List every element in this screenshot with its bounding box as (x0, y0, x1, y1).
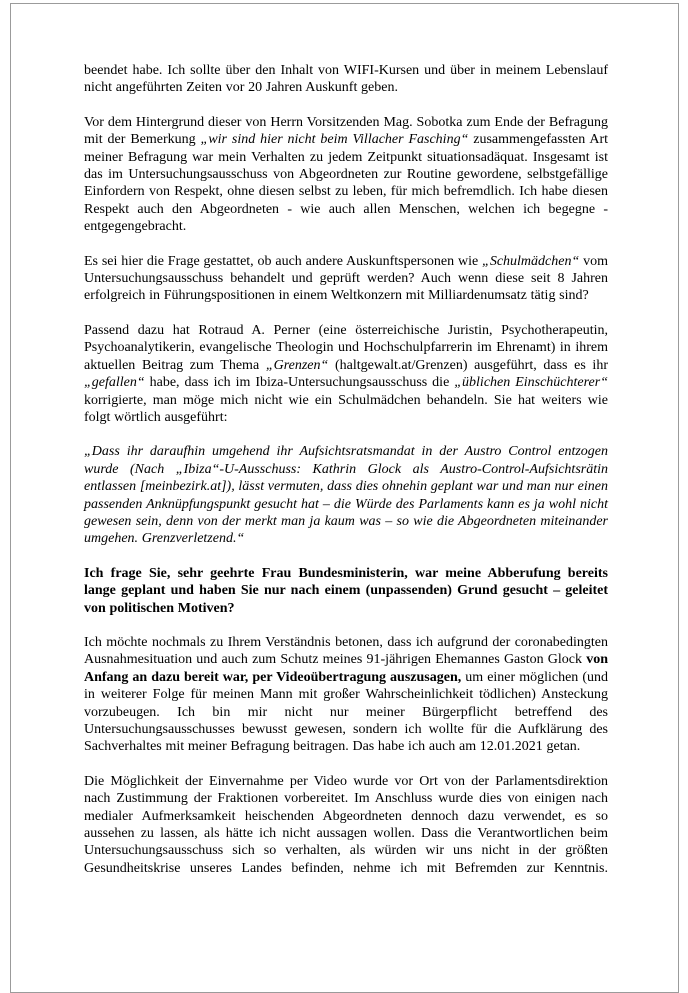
paragraph-3 (84, 253, 608, 305)
text-run: beendet habe. Ich sollte über den Inhalt von WIFI-Kursen und über in meinem Lebenslauf nicht angeführten Zeiten vor 20 Jahren Auskunft geben. (84, 63, 608, 96)
text-run: habe, dass ich im Ibiza-Untersuchungsausschuss die (144, 375, 455, 391)
document-content (84, 62, 608, 877)
text-run: Ich möchte nochmals zu Ihrem Verständnis betonen, dass ich aufgrund der coronabedingten Ausnahmesituation und auch zum Schutz meines 91-jährigen Ehemannes Gaston Glock (84, 634, 608, 668)
text-run: „Schulmädchen“ (482, 253, 580, 269)
paragraph-1 (84, 62, 608, 97)
text-run: Die Möglichkeit der Einvernahme per Video wurde vor Ort von der Parlamentsdirektion nach Zustimmung der Fraktionen vorbereitet. Im Anschluss wurde dies von einigen nach medialer Aufmerksamkeit heischenden Abgeordneten dennoch dazu verwendet, es so aussehen zu lassen, als hätte ich nicht aussagen wollen. Dass die Verantwortlichen beim Untersuchungsausschuss sich so verhalten, als würden wir uns nicht in der größten Gesundheitskrise unseres Landes befinden, nehme ich mit Befremden zur Kenntnis. (84, 773, 608, 876)
paragraph-6 (84, 565, 608, 617)
paragraph-8 (84, 773, 608, 877)
text-run: „Grenzen“ (265, 357, 329, 373)
text-run: um einer möglichen (und in weiterer Folge für meinen Mann mit großer Wahrscheinlichkeit tödlichen) Ansteckung vorzubeugen. Ich bin mir nicht nur meiner Bürgerpflicht betreffend des Untersuchungsausschusses bewusst gewesen, sondern ich wollte für die Aufklärung des Sachverhaltes mit meiner Befragung beitragen. Das habe ich auch am 12.01.2021 getan. (84, 669, 608, 755)
text-run: von Anfang an dazu bereit war, per Videoübertragung auszusagen, (84, 652, 608, 685)
text-run: korrigierte, man möge mich nicht wie ein Schulmädchen behandeln. Sie hat weiters wie folgt wörtlich ausgeführt: (84, 392, 608, 425)
text-run: Vor dem Hintergrund dieser von Herrn Vorsitzenden Mag. Sobotka zum Ende der Befragung mit der Bemerkung (84, 114, 608, 148)
text-run: „wir sind hier nicht beim Villacher Fasching“ (200, 132, 469, 148)
paragraph-7 (84, 634, 608, 756)
text-run: Passend dazu hat Rotraud A. Perner (eine österreichische Juristin, Psychotherapeutin, Psychoanalytikerin, evangelische Theologin und Hochschulpfarrerin im Ehrenamt) in ihrem aktuellen Beitrag zum Thema (84, 322, 608, 373)
text-run: „üblichen Einschüchterer“ (454, 375, 608, 391)
paragraph-5 (84, 443, 608, 547)
text-run: (haltgewalt.at/Grenzen) ausgeführt, dass es ihr (328, 357, 608, 373)
text-run: „Dass ihr daraufhin umgehend ihr Aufsichtsratsmandat in der Austro Control entzogen wurde (Nach „Ibiza“-U-Ausschuss: Kathrin Glock als Austro-Control-Aufsichtsrätin entlassen [meinbezirk.at]), lässt vermuten, dass dies ohnehin geplant war und man nur einen passenden Anknüpfungspunkt gesucht hat – die Würde des Parlaments kann es ja wohl nicht gewesen sein, denn von der merkt man ja kaum was – so wie die Abgeordneten miteinander umgehen. Grenzverletzend.“ (84, 444, 608, 547)
text-run: Es sei hier die Frage gestattet, ob auch andere Auskunftspersonen wie (84, 253, 483, 269)
paragraph-2 (84, 114, 608, 236)
text-run: zusammengefassten Art meiner Befragung war mein Verhalten zu jedem Zeitpunkt situationsadäquat. Insgesamt ist das im Untersuchungsausschuss von Abgeordneten zur Routine gewordene, selbstgefällige Einfordern von Respekt, ohne diesen selbst zu leben, für mich befremdlich. Ich habe diesen Respekt auch den Abgeordneten - wie auch allen Menschen, welchen ich begegne - entgegengebracht. (84, 132, 608, 235)
paragraph-4 (84, 322, 608, 426)
text-run: Ich frage Sie, sehr geehrte Frau Bundesministerin, war meine Abberufung bereits lange geplant und haben Sie nur nach einem (unpassenden) Grund gesucht – geleitet von politischen Motiven? (84, 565, 608, 616)
text-run: vom Untersuchungsausschuss behandelt und geprüft werden? Auch wenn diese seit 8 Jahren erfolgreich in Führungspositionen in einem Weltkonzern mit Milliardenumsatz tätig sind? (84, 253, 609, 304)
text-run: „gefallen“ (84, 375, 145, 391)
